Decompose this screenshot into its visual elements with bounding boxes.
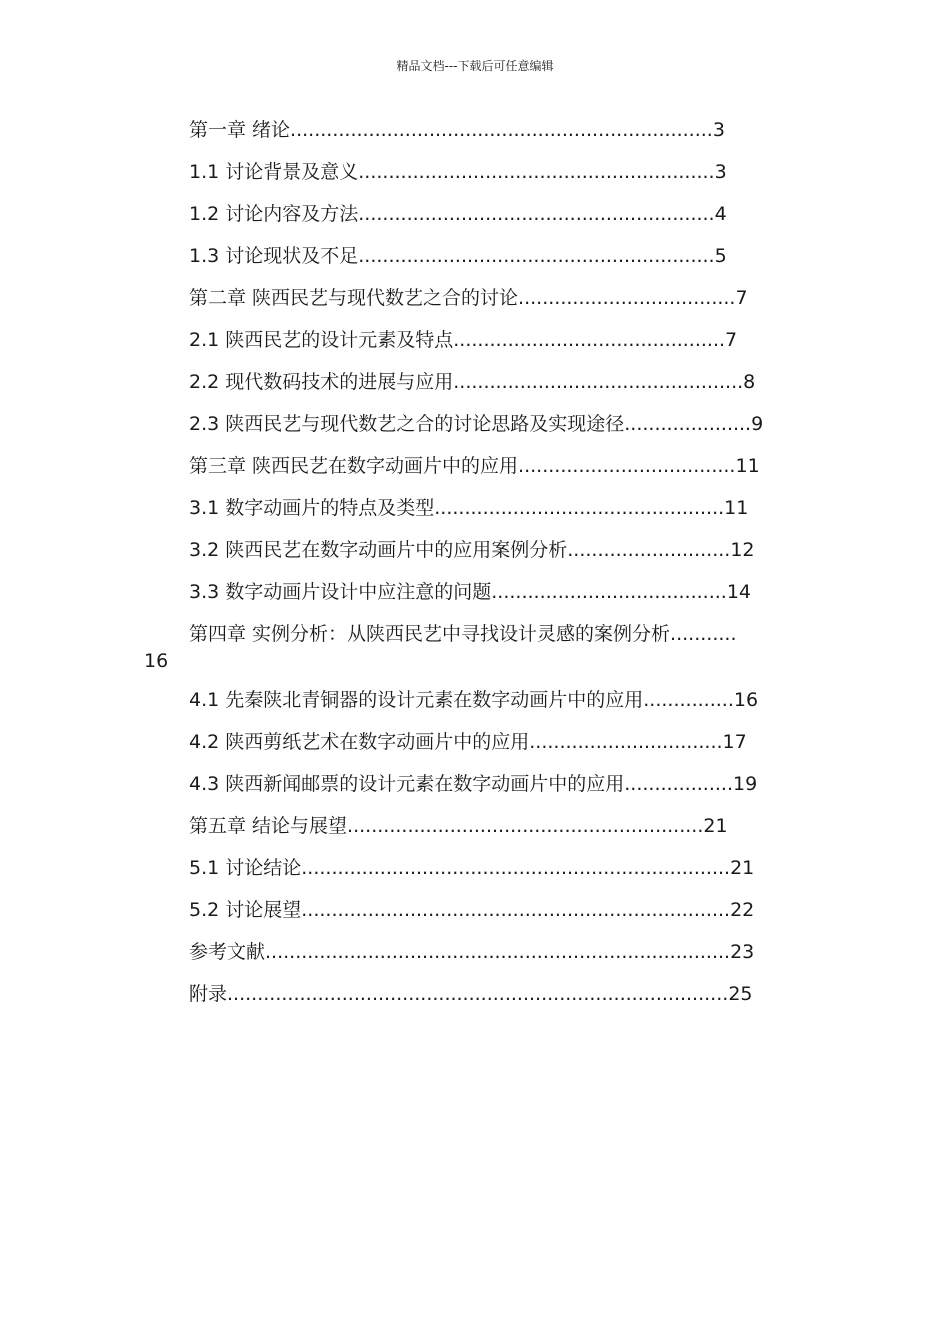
- toc-leader-dots: .............................................: [453, 329, 726, 351]
- toc-title: 3.1 数字动画片的特点及类型: [189, 497, 435, 519]
- toc-title: 第三章 陕西民艺在数字动画片中的应用: [189, 455, 519, 477]
- toc-title: 4.3 陕西新闻邮票的设计元素在数字动画片中的应用: [189, 773, 625, 795]
- toc-leader-dots: .....................: [624, 413, 752, 435]
- toc-leader-dots: .............................................................................: [265, 941, 731, 963]
- toc-entry[interactable]: [189, 367, 950, 409]
- toc-page-number: 5: [714, 245, 727, 267]
- toc-page-number: 4: [714, 203, 727, 225]
- toc-entry[interactable]: [189, 115, 950, 157]
- toc-title: 3.3 数字动画片设计中应注意的问题: [189, 581, 492, 603]
- toc-leader-dots: ...................................................................................: [227, 983, 729, 1005]
- toc-leader-dots: .......................................................................: [301, 857, 731, 879]
- toc-leader-dots: .......................................................................: [301, 899, 731, 921]
- toc-entry[interactable]: [189, 685, 950, 727]
- toc-entry[interactable]: [189, 853, 950, 895]
- toc-title: 附录: [189, 983, 228, 1005]
- toc-leader-dots: ...........................................................: [347, 815, 704, 837]
- table-of-contents: [0, 115, 950, 1021]
- toc-entry[interactable]: [189, 199, 950, 241]
- toc-title: 2.1 陕西民艺的设计元素及特点: [189, 329, 454, 351]
- toc-title: 第一章 绪论: [189, 119, 291, 141]
- toc-title: 1.2 讨论内容及方法: [189, 203, 359, 225]
- toc-title: 5.2 讨论展望: [189, 899, 302, 921]
- toc-entry[interactable]: [189, 769, 950, 811]
- toc-entry-body: [189, 619, 784, 649]
- toc-page-number: 9: [751, 413, 764, 435]
- toc-leader-dots: ................................................: [434, 497, 725, 519]
- toc-page-number: 19: [732, 773, 758, 795]
- toc-title: 2.3 陕西民艺与现代数艺之合的讨论思路及实现途径: [189, 413, 625, 435]
- toc-page-number: 7: [725, 329, 738, 351]
- toc-title: 3.2 陕西民艺在数字动画片中的应用案例分析: [189, 539, 568, 561]
- toc-leader-dots: ...........................................................: [358, 161, 715, 183]
- toc-entry[interactable]: [189, 451, 950, 493]
- toc-leader-dots: ....................................: [518, 287, 736, 309]
- toc-leader-dots: ................................................: [453, 371, 744, 393]
- toc-title: 1.1 讨论背景及意义: [189, 161, 359, 183]
- toc-page-number: 11: [724, 497, 749, 519]
- toc-page-number: 25: [728, 983, 753, 1005]
- toc-leader-dots: ...........: [670, 623, 737, 645]
- toc-entry[interactable]: [189, 811, 950, 853]
- toc-page-number: 23: [730, 941, 755, 963]
- toc-leader-dots: ...........................: [567, 539, 731, 561]
- toc-entry[interactable]: [189, 577, 950, 619]
- toc-page-number: 14: [726, 581, 751, 603]
- toc-entry[interactable]: [189, 241, 950, 283]
- toc-page-number: 21: [703, 815, 728, 837]
- toc-entry[interactable]: [189, 727, 950, 769]
- toc-title: 2.2 现代数码技术的进展与应用: [189, 371, 454, 393]
- toc-page-number: 7: [735, 287, 748, 309]
- toc-entry[interactable]: [189, 409, 950, 451]
- toc-title: 1.3 讨论现状及不足: [189, 245, 359, 267]
- toc-entry[interactable]: [189, 283, 950, 325]
- toc-leader-dots: .......................................: [491, 581, 727, 603]
- toc-entry[interactable]: [189, 937, 950, 979]
- toc-entry[interactable]: [189, 979, 950, 1021]
- toc-page-number: 21: [730, 857, 755, 879]
- toc-entry[interactable]: [189, 157, 950, 199]
- toc-entry[interactable]: [189, 895, 950, 937]
- toc-title: 参考文献: [189, 941, 266, 963]
- toc-leader-dots: ......................................................................: [290, 119, 713, 141]
- toc-title: 第二章 陕西民艺与现代数艺之合的讨论: [189, 287, 519, 309]
- toc-page-number: 3: [714, 161, 727, 183]
- toc-page-number: 17: [722, 731, 747, 753]
- toc-entry[interactable]: [144, 619, 950, 673]
- toc-title: 4.1 先秦陕北青铜器的设计元素在数字动画片中的应用: [189, 689, 644, 711]
- toc-page-number: 22: [730, 899, 755, 921]
- toc-leader-dots: ...........................................................: [358, 203, 715, 225]
- toc-page-number: 3: [712, 119, 725, 141]
- toc-entry[interactable]: [189, 325, 950, 367]
- toc-entry[interactable]: [189, 493, 950, 535]
- toc-page-number: 16: [144, 650, 169, 672]
- toc-page-number: 16: [733, 689, 759, 711]
- toc-title: 第五章 结论与展望: [189, 815, 348, 837]
- toc-title: 第四章 实例分析：从陕西民艺中寻找设计灵感的案例分析: [189, 623, 671, 645]
- toc-page-number: 8: [743, 371, 756, 393]
- toc-page-number: 12: [730, 539, 755, 561]
- toc-leader-dots: ....................................: [518, 455, 736, 477]
- toc-leader-dots: ...............: [643, 689, 734, 711]
- toc-page-number: 11: [735, 455, 760, 477]
- toc-leader-dots: ...........................................................: [358, 245, 715, 267]
- toc-leader-dots: ................................: [529, 731, 723, 753]
- toc-title: 4.2 陕西剪纸艺术在数字动画片中的应用: [189, 731, 530, 753]
- toc-title: 5.1 讨论结论: [189, 857, 302, 879]
- toc-entry[interactable]: [189, 535, 950, 577]
- toc-leader-dots: ..................: [624, 773, 733, 795]
- page-header: 精品文档---下载后可任意编辑: [396, 59, 554, 73]
